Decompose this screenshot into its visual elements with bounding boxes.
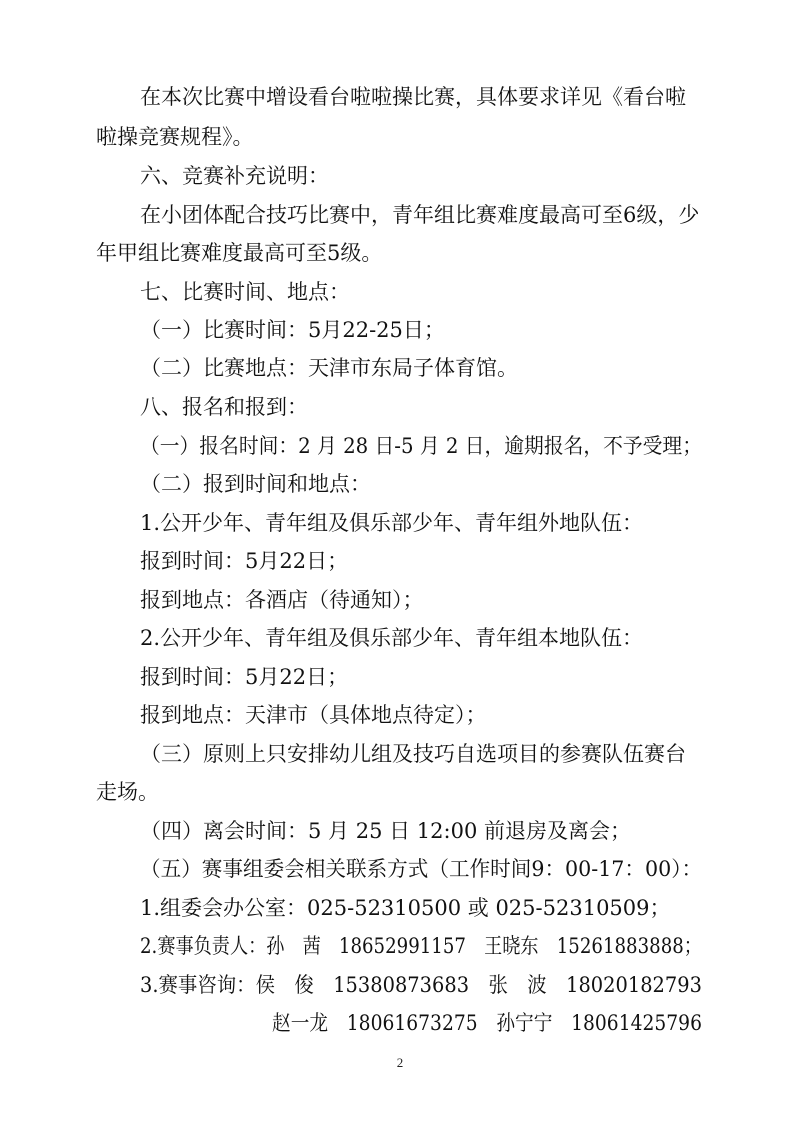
- page-number: 2: [396, 1055, 404, 1070]
- text-line: 报到地点：天津市（具体地点待定）；: [140, 703, 487, 727]
- text-line: 走场。: [96, 780, 159, 804]
- text-line: 报到时间：5月22日；: [140, 549, 349, 573]
- text-line: （二）报到时间和地点：: [140, 472, 371, 496]
- text-line: （三）原则上只安排幼儿组及技巧自选项目的参赛队伍赛台: [140, 742, 686, 766]
- text-line: 2.赛事负责人：孙 茜 18652991157 王晓东 15261883888；: [140, 934, 702, 958]
- text-line: 3.赛事咨询：侯 俊 15380873683 张 波 18020182793: [140, 973, 702, 997]
- text-line: 1.组委会办公室：025-52310500 或 025-52310509；: [140, 896, 671, 920]
- text-line: 年甲组比赛难度最高可至5级。: [96, 241, 383, 265]
- section-heading: 六、竞赛补充说明：: [140, 164, 329, 188]
- text-line: （一）比赛时间：5月22-25日；: [140, 318, 445, 342]
- text-line: 啦操竞赛规程》。: [96, 125, 254, 149]
- section-heading: 八、报名和报到：: [140, 395, 308, 419]
- text-line: 1.公开少年、青年组及俱乐部少年、青年组外地队伍：: [140, 511, 644, 535]
- text-line: （一）报名时间：2 月 28 日-5 月 2 日，逾期报名，不予受理；: [140, 434, 702, 458]
- section-heading: 七、比赛时间、地点：: [140, 280, 350, 304]
- text-line: 赵一龙 18061673275 孙宁宁 18061425796: [272, 1011, 702, 1035]
- text-line: 报到时间：5月22日；: [140, 665, 349, 689]
- text-line: 报到地点：各酒店（待通知）；: [140, 588, 424, 612]
- text-line: 2.公开少年、青年组及俱乐部少年、青年组本地队伍：: [140, 626, 644, 650]
- text-line: （二）比赛地点：天津市东局子体育馆。: [140, 356, 518, 380]
- text-line: （四）离会时间：5 月 25 日 12:00 前退房及离会；: [140, 819, 631, 843]
- text-line: （五）赛事组委会相关联系方式（工作时间9：00-17：00）：: [140, 857, 703, 881]
- text-line: 在小团体配合技巧比赛中，青年组比赛难度最高可至6级，少: [140, 203, 700, 227]
- text-line: 在本次比赛中增设看台啦啦操比赛，具体要求详见《看台啦: [140, 85, 686, 109]
